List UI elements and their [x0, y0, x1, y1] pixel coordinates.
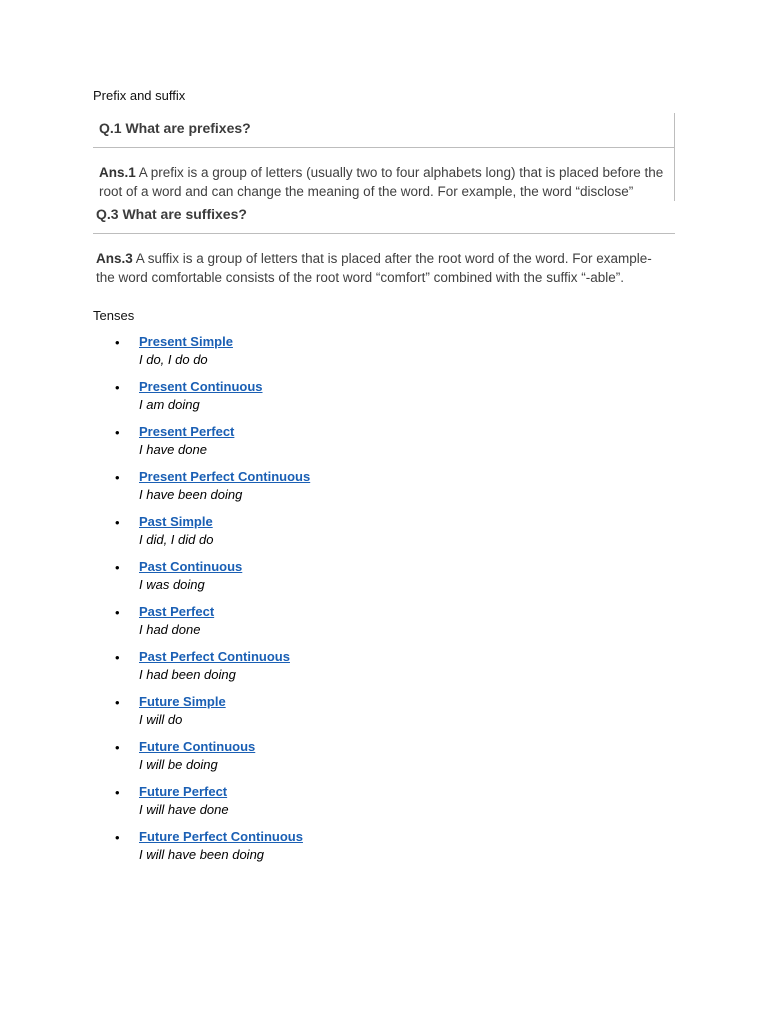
- tense-link-future-perfect-continuous[interactable]: Future Perfect Continuous: [139, 829, 303, 844]
- prefix-answer-text: A prefix is a group of letters (usually two to four alphabets long) that is placed before the root of a word and can change the meaning of the word. For example, the word “disclose”: [99, 165, 664, 199]
- suffix-answer-label: Ans.3: [96, 251, 133, 266]
- tense-example: I will do: [139, 712, 183, 727]
- tense-example: I am doing: [139, 397, 200, 412]
- tense-example: I have done: [139, 442, 207, 457]
- tense-example: I did, I did do: [139, 532, 214, 547]
- divider: [93, 233, 675, 234]
- bullet: •: [115, 830, 120, 845]
- list-item: [93, 423, 493, 468]
- tense-example: I have been doing: [139, 487, 243, 502]
- list-item: [93, 333, 493, 378]
- prefix-snippet: [93, 113, 675, 201]
- tense-example: I will be doing: [139, 757, 218, 772]
- tense-link-past-continuous[interactable]: Past Continuous: [139, 559, 243, 574]
- divider-vertical: [674, 113, 675, 201]
- list-item: [93, 513, 493, 558]
- bullet: •: [115, 515, 120, 530]
- tense-link-future-continuous[interactable]: Future Continuous: [139, 739, 256, 754]
- bullet: •: [115, 605, 120, 620]
- suffix-answer: [96, 249, 674, 287]
- suffix-answer-text: A suffix is a group of letters that is placed after the root word of the word. For example- the word comfortable consists of the root word “comfort” combined with the suffix “-able”.: [96, 251, 652, 285]
- suffix-snippet: [93, 201, 675, 295]
- tense-link-past-perfect[interactable]: Past Perfect: [139, 604, 215, 619]
- tenses-list: [93, 333, 493, 873]
- list-item: [93, 693, 493, 738]
- bullet: •: [115, 650, 120, 665]
- tense-example: I had done: [139, 622, 201, 637]
- tense-example: I was doing: [139, 577, 205, 592]
- bullet: •: [115, 425, 120, 440]
- tense-example: I will have been doing: [139, 847, 265, 862]
- bullet: •: [115, 470, 120, 485]
- bullet: •: [115, 380, 120, 395]
- list-item: [93, 828, 493, 873]
- list-item: [93, 783, 493, 828]
- tense-link-present-continuous[interactable]: Present Continuous: [139, 379, 263, 394]
- bullet: •: [115, 560, 120, 575]
- bullet: •: [115, 740, 120, 755]
- tense-link-present-perfect[interactable]: Present Perfect: [139, 424, 235, 439]
- list-item: [93, 738, 493, 783]
- tense-example: I will have done: [139, 802, 229, 817]
- tense-link-future-simple[interactable]: Future Simple: [139, 694, 226, 709]
- tense-link-past-simple[interactable]: Past Simple: [139, 514, 213, 529]
- bullet: •: [115, 695, 120, 710]
- list-item: [93, 648, 493, 693]
- prefix-answer: [99, 163, 669, 201]
- tense-link-present-simple[interactable]: Present Simple: [139, 334, 233, 349]
- prefix-question: Q.1 What are prefixes?: [99, 120, 251, 136]
- list-item: [93, 603, 493, 648]
- list-item: [93, 378, 493, 423]
- list-item: [93, 468, 493, 513]
- bullet: •: [115, 785, 120, 800]
- bullet: •: [115, 335, 120, 350]
- tenses-heading: Tenses: [93, 308, 135, 323]
- suffix-question: Q.3 What are suffixes?: [96, 206, 247, 222]
- prefix-answer-label: Ans.1: [99, 165, 136, 180]
- list-item: [93, 558, 493, 603]
- page-title: Prefix and suffix: [93, 88, 186, 103]
- tense-link-present-perfect-continuous[interactable]: Present Perfect Continuous: [139, 469, 311, 484]
- tense-link-future-perfect[interactable]: Future Perfect: [139, 784, 228, 799]
- tense-example: I had been doing: [139, 667, 236, 682]
- tense-example: I do, I do do: [139, 352, 208, 367]
- divider: [93, 147, 675, 148]
- tense-link-past-perfect-continuous[interactable]: Past Perfect Continuous: [139, 649, 290, 664]
